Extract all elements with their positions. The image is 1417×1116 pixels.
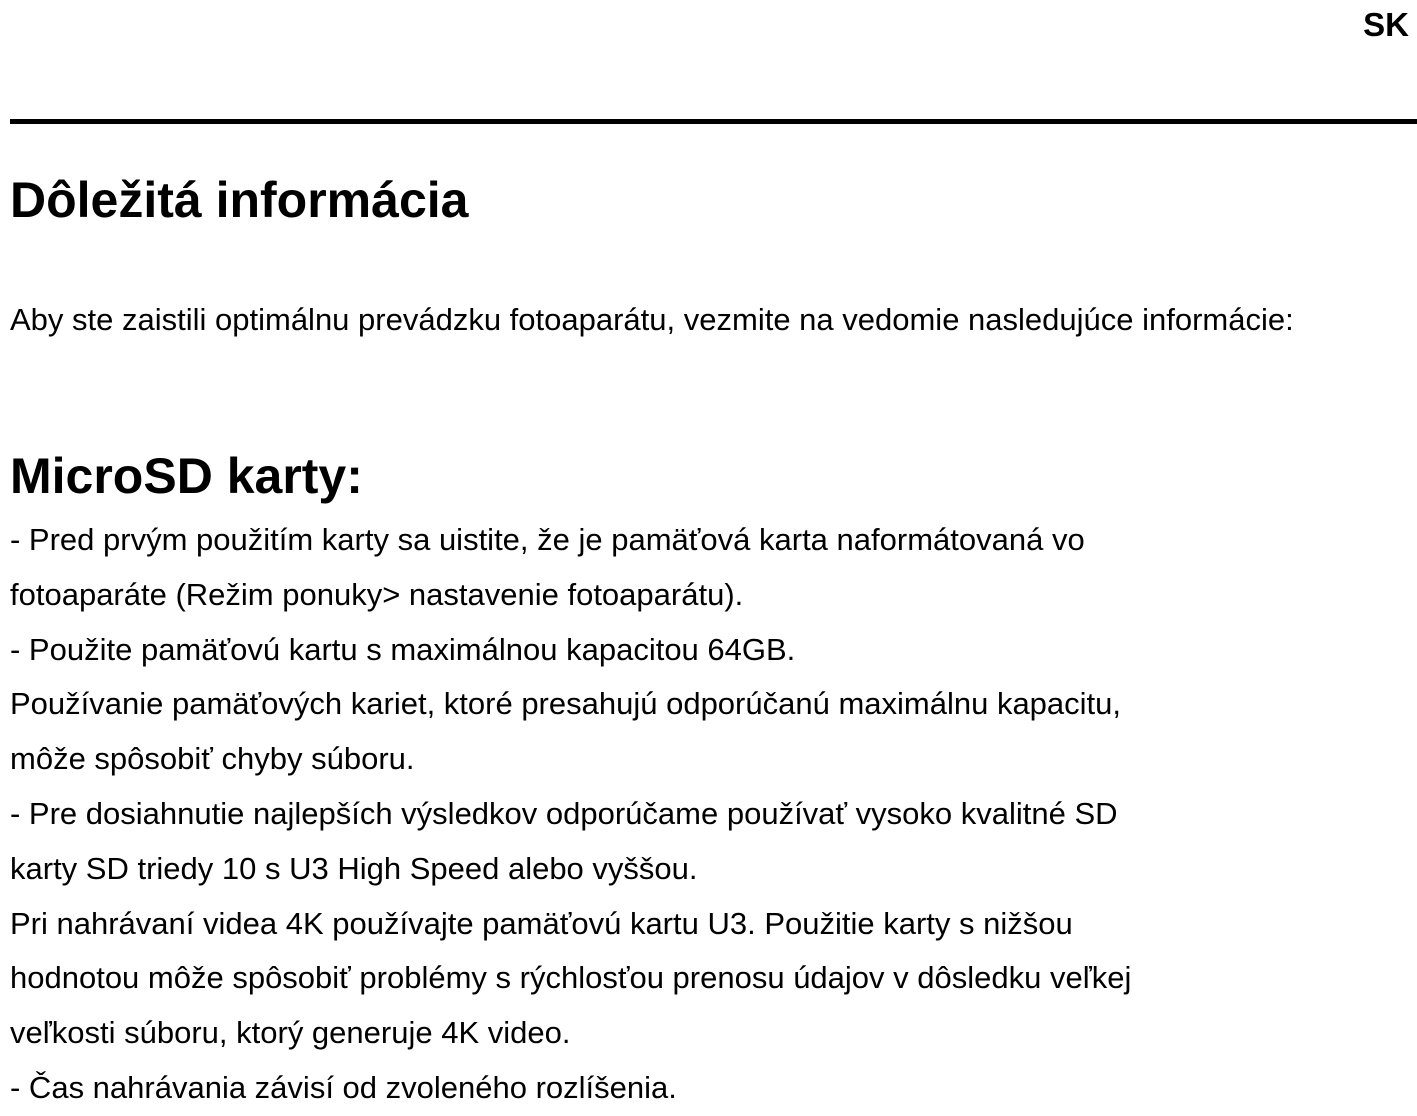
text-line: - Použite pamäťovú kartu s maximálnou kapacitou 64GB. bbox=[10, 631, 796, 667]
text-line: môže spôsobiť chyby súboru. bbox=[10, 741, 415, 777]
text-line: Používanie pamäťových kariet, ktoré presahujú odporúčanú maximálnu kapacitu, bbox=[10, 686, 1122, 722]
text-line: fotoaparáte (Režim ponuky> nastavenie fotoaparátu). bbox=[10, 576, 744, 612]
page-title: Dôležitá informácia bbox=[10, 172, 469, 228]
intro-paragraph: Aby ste zaistili optimálnu prevádzku fotoaparátu, vezmite na vedomie nasledujúce informácie: bbox=[10, 302, 1294, 337]
header-divider bbox=[10, 119, 1417, 124]
text-line: karty SD triedy 10 s U3 High Speed alebo vyššou. bbox=[10, 850, 698, 886]
microsd-info-list bbox=[10, 513, 1400, 1116]
text-line: - Pred prvým použitím karty sa uistite, že je pamäťová karta naformátovaná vo bbox=[10, 522, 1085, 557]
section-title-microsd: MicroSD karty: bbox=[10, 448, 363, 504]
text-line: veľkosti súboru, ktorý generuje 4K video. bbox=[10, 1015, 571, 1051]
language-code: SK bbox=[1363, 6, 1409, 43]
text-line: Pri nahrávaní videa 4K používajte pamäťovú kartu U3. Použitie karty s nižšou bbox=[10, 905, 1073, 941]
text-line: - Pre dosiahnutie najlepších výsledkov odporúčame používať vysoko kvalitné SD bbox=[10, 795, 1118, 831]
text-line: hodnotou môže spôsobiť problémy s rýchlosťou prenosu údajov v dôsledku veľkej bbox=[10, 960, 1132, 996]
text-line: - Čas nahrávania závisí od zvoleného rozlíšenia. bbox=[10, 1069, 677, 1105]
